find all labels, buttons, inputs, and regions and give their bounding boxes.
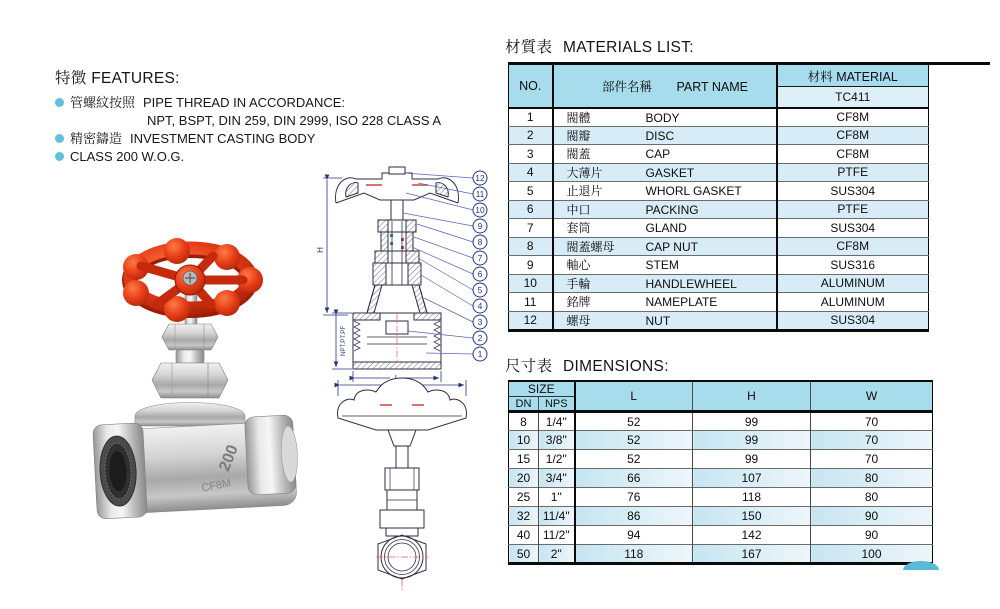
dimensions-row	[509, 450, 933, 469]
dim-cell-dn: 50	[509, 545, 539, 564]
part-name-zh: 軸心	[566, 258, 591, 273]
materials-cell-material: SUS304	[777, 182, 929, 201]
materials-cell-part	[553, 108, 777, 127]
materials-cell-no: 10	[509, 274, 553, 293]
dim-header-nps: NPS	[539, 397, 575, 412]
body-section	[353, 313, 441, 369]
part-name-zh: 閥瓣	[566, 128, 591, 143]
dimensions-row	[509, 507, 933, 526]
dim-cell-nps: 1/2"	[539, 450, 575, 469]
dim-cell-w: 80	[811, 488, 933, 507]
dimensions-row	[509, 431, 933, 450]
valve-photo	[75, 228, 315, 520]
feature-en: CLASS 200 W.O.G.	[70, 149, 185, 164]
dim-cell-h: 142	[693, 526, 811, 545]
materials-row	[509, 200, 929, 219]
bullet-icon	[55, 152, 64, 161]
dim-cell-w: 70	[811, 431, 933, 450]
materials-cell-no: 7	[509, 219, 553, 238]
corner-arc-decoration	[903, 561, 939, 570]
dim-cell-l: 52	[575, 431, 693, 450]
dim-header-dn: DN	[509, 397, 539, 412]
features-list	[55, 95, 505, 164]
callout-balloons	[473, 171, 487, 361]
dim-cell-dn: 10	[509, 431, 539, 450]
materials-cell-no: 5	[509, 182, 553, 201]
materials-row	[509, 237, 929, 256]
materials-cell-part	[553, 163, 777, 182]
part-name-en: HANDLEWHEEL	[645, 276, 737, 291]
part-name-zh: 閥蓋	[566, 147, 591, 162]
callout-10: 10	[475, 205, 485, 215]
dim-cell-w: 90	[811, 507, 933, 526]
feature-item-thread	[55, 95, 505, 110]
dim-header-w: W	[811, 381, 933, 412]
feature-en: INVESTMENT CASTING BODY	[130, 131, 316, 146]
bullet-icon	[55, 134, 64, 143]
dim-cell-h: 150	[693, 507, 811, 526]
dim-cell-dn: 25	[509, 488, 539, 507]
callout-11: 11	[475, 189, 485, 199]
bonnet-front	[380, 446, 424, 536]
dim-cell-nps: 11/4"	[539, 507, 575, 526]
callout-12: 12	[475, 173, 485, 183]
part-name-zh: 中口	[566, 202, 591, 217]
feature-item-class	[55, 149, 505, 164]
part-name-en: BODY	[645, 110, 680, 125]
materials-cell-material: CF8M	[777, 145, 929, 164]
dim-cell-dn: 8	[509, 412, 539, 431]
materials-cell-material: SUS304	[777, 311, 929, 330]
dim-cell-dn: 20	[509, 469, 539, 488]
materials-cell-material: SUS304	[777, 219, 929, 238]
part-name-en: PACKING	[645, 202, 699, 217]
materials-row	[509, 126, 929, 145]
materials-cell-part	[553, 237, 777, 256]
materials-cell-material: SUS316	[777, 256, 929, 275]
dim-cell-w: 90	[811, 526, 933, 545]
materials-cell-material: CF8M	[777, 108, 929, 127]
feature-en: PIPE THREAD IN ACCORDANCE:	[143, 95, 346, 110]
materials-table	[508, 62, 929, 332]
dim-cell-nps: 3/4"	[539, 469, 575, 488]
callout-8: 8	[477, 237, 483, 247]
part-name-en: DISC	[645, 128, 675, 143]
dim-cell-l: 118	[575, 545, 693, 564]
materials-header-no: NO.	[509, 64, 553, 108]
materials-cell-material: ALUMINUM	[777, 274, 929, 293]
h-dim-label: H	[316, 247, 325, 253]
materials-cell-no: 6	[509, 200, 553, 219]
materials-cell-no: 2	[509, 126, 553, 145]
part-name-en: STEM	[645, 258, 679, 273]
dim-cell-h: 99	[693, 431, 811, 450]
dimensions-title-zh: 尺寸表	[505, 358, 553, 375]
dim-cell-nps: 3/8"	[539, 431, 575, 450]
dim-cell-dn: 15	[509, 450, 539, 469]
dim-header-l: L	[575, 381, 693, 412]
dim-cell-l: 66	[575, 469, 693, 488]
dim-cell-l: 86	[575, 507, 693, 526]
dim-cell-dn: 40	[509, 526, 539, 545]
materials-cell-part	[553, 219, 777, 238]
materials-header-grade: TC411	[777, 87, 929, 108]
materials-cell-no: 1	[509, 108, 553, 127]
materials-cell-part	[553, 274, 777, 293]
dimensions-table-body	[509, 412, 933, 564]
part-name-en: GLAND	[645, 221, 687, 236]
materials-cell-part	[553, 126, 777, 145]
callout-7: 7	[477, 253, 483, 263]
cross-section-drawing	[318, 163, 503, 388]
dimensions-table	[508, 380, 933, 565]
materials-cell-part	[553, 293, 777, 312]
body-marking-size: 200	[216, 442, 242, 474]
features-title-zh: 特徴	[55, 70, 87, 87]
materials-header-material	[777, 64, 929, 87]
dim-cell-w: 100	[811, 545, 933, 564]
materials-row	[509, 219, 929, 238]
handwheel-section	[336, 167, 459, 203]
materials-cell-part	[553, 256, 777, 275]
dimensions-row	[509, 545, 933, 564]
dim-cell-w: 70	[811, 450, 933, 469]
part-name-en: NAMEPLATE	[645, 295, 718, 310]
dimensions-row	[509, 412, 933, 431]
dim-cell-h: 167	[693, 545, 811, 564]
feature-zh: 精密鑄造	[70, 131, 123, 146]
materials-cell-material: CF8M	[777, 237, 929, 256]
materials-cell-material: ALUMINUM	[777, 293, 929, 312]
materials-table-body	[509, 108, 929, 331]
feature-item-thread-cont: NPT, BSPT, DIN 259, DIN 2999, ISO 228 CLASS A	[147, 113, 442, 128]
part-name-en: NUT	[645, 313, 671, 328]
dim-cell-l: 76	[575, 488, 693, 507]
materials-header-part-zh: 部件名稱	[601, 79, 652, 94]
dim-cell-nps: 1"	[539, 488, 575, 507]
materials-cell-no: 11	[509, 293, 553, 312]
front-view-drawing	[330, 372, 475, 597]
materials-row	[509, 274, 929, 293]
thread-dim-label: NPT.PT.PF	[340, 325, 347, 357]
dim-cell-h: 107	[693, 469, 811, 488]
dimensions-row	[509, 488, 933, 507]
features-title-en: FEATURES:	[91, 70, 180, 87]
dim-cell-l: 52	[575, 412, 693, 431]
dim-cell-w: 80	[811, 469, 933, 488]
part-name-zh: 套筒	[566, 221, 591, 236]
callout-2: 2	[477, 333, 483, 343]
dim-cell-h: 99	[693, 412, 811, 431]
dim-header-h: H	[693, 381, 811, 412]
materials-cell-material: PTFE	[777, 163, 929, 182]
dimensions-row	[509, 469, 933, 488]
callout-1: 1	[477, 349, 483, 359]
materials-row	[509, 182, 929, 201]
part-name-en: GASKET	[645, 165, 695, 180]
materials-row	[509, 311, 929, 330]
table-top-rule-extension	[928, 62, 990, 65]
valve-bonnet-photo	[135, 324, 245, 426]
valve-body-photo	[93, 415, 301, 519]
callout-3: 3	[477, 317, 483, 327]
dim-cell-h: 118	[693, 488, 811, 507]
part-name-zh: 手輪	[566, 276, 591, 291]
callout-5: 5	[477, 285, 483, 295]
materials-cell-part	[553, 182, 777, 201]
dim-cell-h: 99	[693, 450, 811, 469]
dim-header-size: SIZE	[509, 381, 575, 397]
handwheel-front	[338, 378, 467, 446]
dimensions-title	[505, 354, 669, 376]
materials-header-part-en: PART NAME	[676, 79, 749, 94]
dim-cell-nps: 2"	[539, 545, 575, 564]
dim-cell-w: 70	[811, 412, 933, 431]
handwheel-photo	[123, 238, 263, 322]
part-name-zh: 閥體	[566, 110, 591, 125]
materials-cell-no: 4	[509, 163, 553, 182]
feature-item-casting	[55, 131, 505, 146]
materials-title-zh: 材質表	[505, 39, 553, 56]
materials-cell-material: PTFE	[777, 200, 929, 219]
callout-4: 4	[477, 301, 483, 311]
part-name-zh: 止退片	[566, 184, 603, 199]
port-hex-front	[376, 535, 428, 579]
body-marking-material: CF8M	[200, 477, 233, 495]
dimensions-row	[509, 526, 933, 545]
materials-header-material-en: MATERIAL	[836, 69, 898, 84]
feature-zh: 管螺紋按照	[70, 95, 136, 110]
materials-cell-no: 8	[509, 237, 553, 256]
part-name-en: WHORL GASKET	[645, 184, 742, 199]
materials-row	[509, 145, 929, 164]
dim-cell-l: 52	[575, 450, 693, 469]
materials-title	[505, 35, 694, 57]
materials-cell-part	[553, 200, 777, 219]
materials-cell-no: 3	[509, 145, 553, 164]
part-name-en: CAP NUT	[645, 239, 698, 254]
materials-cell-part	[553, 311, 777, 330]
part-name-zh: 大薄片	[566, 165, 603, 180]
part-name-zh: 銘牌	[566, 295, 591, 310]
dim-cell-dn: 32	[509, 507, 539, 526]
callout-9: 9	[477, 221, 483, 231]
materials-row	[509, 256, 929, 275]
features-section	[55, 66, 505, 164]
callout-6: 6	[477, 269, 483, 279]
materials-cell-part	[553, 145, 777, 164]
materials-row	[509, 293, 929, 312]
dim-cell-nps: 1/4"	[539, 412, 575, 431]
materials-row	[509, 108, 929, 127]
materials-cell-material: CF8M	[777, 126, 929, 145]
stem-bonnet-section	[367, 200, 427, 318]
bullet-icon	[55, 98, 64, 107]
dimensions-title-en: DIMENSIONS:	[563, 358, 669, 375]
part-name-zh: 螺母	[566, 313, 591, 328]
materials-cell-no: 9	[509, 256, 553, 275]
dim-cell-l: 94	[575, 526, 693, 545]
materials-cell-no: 12	[509, 311, 553, 330]
materials-header-part	[553, 64, 777, 108]
part-name-en: CAP	[645, 147, 671, 162]
features-title	[55, 66, 505, 88]
materials-title-en: MATERIALS LIST:	[563, 39, 694, 56]
materials-header-material-zh: 材料	[807, 69, 833, 84]
materials-row	[509, 163, 929, 182]
dim-cell-nps: 11/2"	[539, 526, 575, 545]
dimension-thread	[332, 313, 352, 369]
part-name-zh: 閥蓋螺母	[566, 239, 615, 254]
